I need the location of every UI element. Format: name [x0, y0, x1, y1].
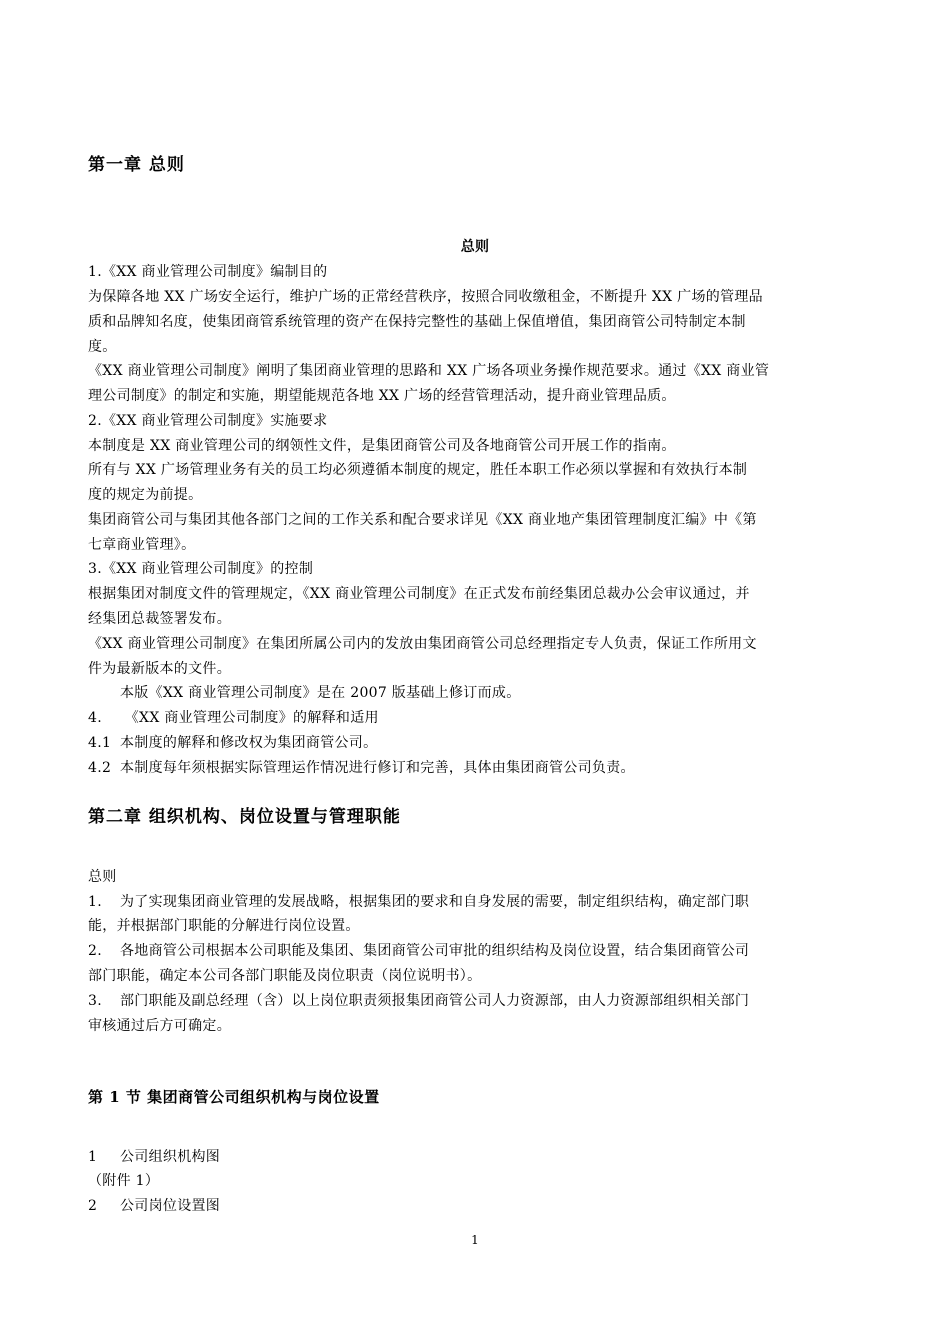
item-text: 《XX 商业管理公司制度》的解释和适用	[120, 710, 379, 726]
item-text: 各地商管公司根据本公司职能及集团、集团商管公司审批的组织结构及岗位设置，结合集团商管公司	[120, 943, 750, 959]
item-text: 公司组织机构图	[120, 1149, 221, 1165]
chapter-1-subtitle: 总则	[460, 239, 490, 255]
paragraph-line: 质和品牌知名度，使集团商管系统管理的资产在保持完整性的基础上保值增值，集团商管公司特制定本制	[88, 314, 746, 330]
item-number: 1	[88, 1149, 98, 1165]
paragraph-line: 根据集团对制度文件的管理规定，《XX 商业管理公司制度》在正式发布前经集团总裁办公会审议通过，并	[88, 586, 750, 602]
section-1-title: 第 1 节 集团商管公司组织机构与岗位设置	[88, 1088, 380, 1106]
paragraph-line: 1.《XX 商业管理公司制度》编制目的	[88, 264, 328, 280]
item-text: 本制度每年须根据实际管理运作情况进行修订和完善，具体由集团商管公司负责。	[120, 760, 635, 776]
numbered-item	[88, 1148, 864, 1166]
chapter-2-title: 第二章 组织机构、岗位设置与管理职能	[88, 807, 401, 827]
paragraph-line: 部门职能，确定本公司各部门职能及岗位职责（岗位说明书）。	[88, 968, 482, 984]
item-number: 4.2	[88, 760, 112, 776]
numbered-item	[88, 992, 864, 1010]
paragraph-line: 《XX 商业管理公司制度》阐明了集团商业管理的思路和 XX 广场各项业务操作规范要求。通过《XX 商业管	[88, 363, 770, 379]
item-number: 2.	[88, 943, 102, 959]
numbered-item	[88, 893, 864, 911]
attachment-note: （附件 1）	[88, 1173, 160, 1189]
paragraph-line: 度的规定为前提。	[88, 487, 203, 503]
paragraph-line: 为保障各地 XX 广场安全运行，维护广场的正常经营秩序，按照合同收缴租金，不断提升 XX 广场的管理品	[88, 289, 763, 305]
numbered-item	[88, 1197, 864, 1215]
indented-line: 本版《XX 商业管理公司制度》是在 2007 版基础上修订而成。	[120, 685, 521, 701]
paragraph-line: 理公司制度》的制定和实施，期望能规范各地 XX 广场的经营管理活动，提升商业管理品质。	[88, 388, 676, 404]
chapter-1-title: 第一章 总则	[88, 155, 185, 175]
numbered-item	[88, 942, 864, 960]
paragraph-line: 七章商业管理》。	[88, 537, 196, 553]
paragraph-line: 审核通过后方可确定。	[88, 1018, 231, 1034]
item-number: 2	[88, 1198, 98, 1214]
item-number: 3.	[88, 993, 102, 1009]
item-number: 1.	[88, 894, 102, 910]
numbered-item	[88, 709, 864, 727]
paragraph-line: 本制度是 XX 商业管理公司的纲领性文件，是集团商管公司及各地商管公司开展工作的指南。	[88, 438, 676, 454]
paragraph-line: 3.《XX 商业管理公司制度》的控制	[88, 561, 314, 577]
paragraph-line: 集团商管公司与集团其他各部门之间的工作关系和配合要求详见《XX 商业地产集团管理制度汇编》中《第	[88, 512, 757, 528]
item-number: 4.	[88, 710, 102, 726]
paragraph-line: 件为最新版本的文件。	[88, 661, 231, 677]
numbered-item	[88, 734, 864, 752]
chapter-2-subtitle: 总则	[88, 869, 117, 885]
paragraph-line: 《XX 商业管理公司制度》在集团所属公司内的发放由集团商管公司总经理指定专人负责，保证工作所用文	[88, 636, 757, 652]
item-text: 公司岗位设置图	[120, 1198, 221, 1214]
paragraph-line: 能，并根据部门职能的分解进行岗位设置。	[88, 918, 360, 934]
paragraph-line: 2.《XX 商业管理公司制度》实施要求	[88, 413, 328, 429]
paragraph-line: 度。	[88, 339, 117, 355]
item-text: 本制度的解释和修改权为集团商管公司。	[120, 735, 378, 751]
page-number: 1	[471, 1233, 479, 1247]
item-number: 4.1	[88, 735, 112, 751]
paragraph-line: 所有与 XX 广场管理业务有关的员工均必须遵循本制度的规定，胜任本职工作必须以掌握和有效执行本制	[88, 462, 748, 478]
numbered-item	[88, 759, 864, 777]
item-text: 为了实现集团商业管理的发展战略，根据集团的要求和自身发展的需要，制定组织结构，确定部门职	[120, 894, 750, 910]
paragraph-line: 经集团总裁签署发布。	[88, 611, 231, 627]
item-text: 部门职能及副总经理（含）以上岗位职责须报集团商管公司人力资源部，由人力资源部组织相关部门	[120, 993, 750, 1009]
